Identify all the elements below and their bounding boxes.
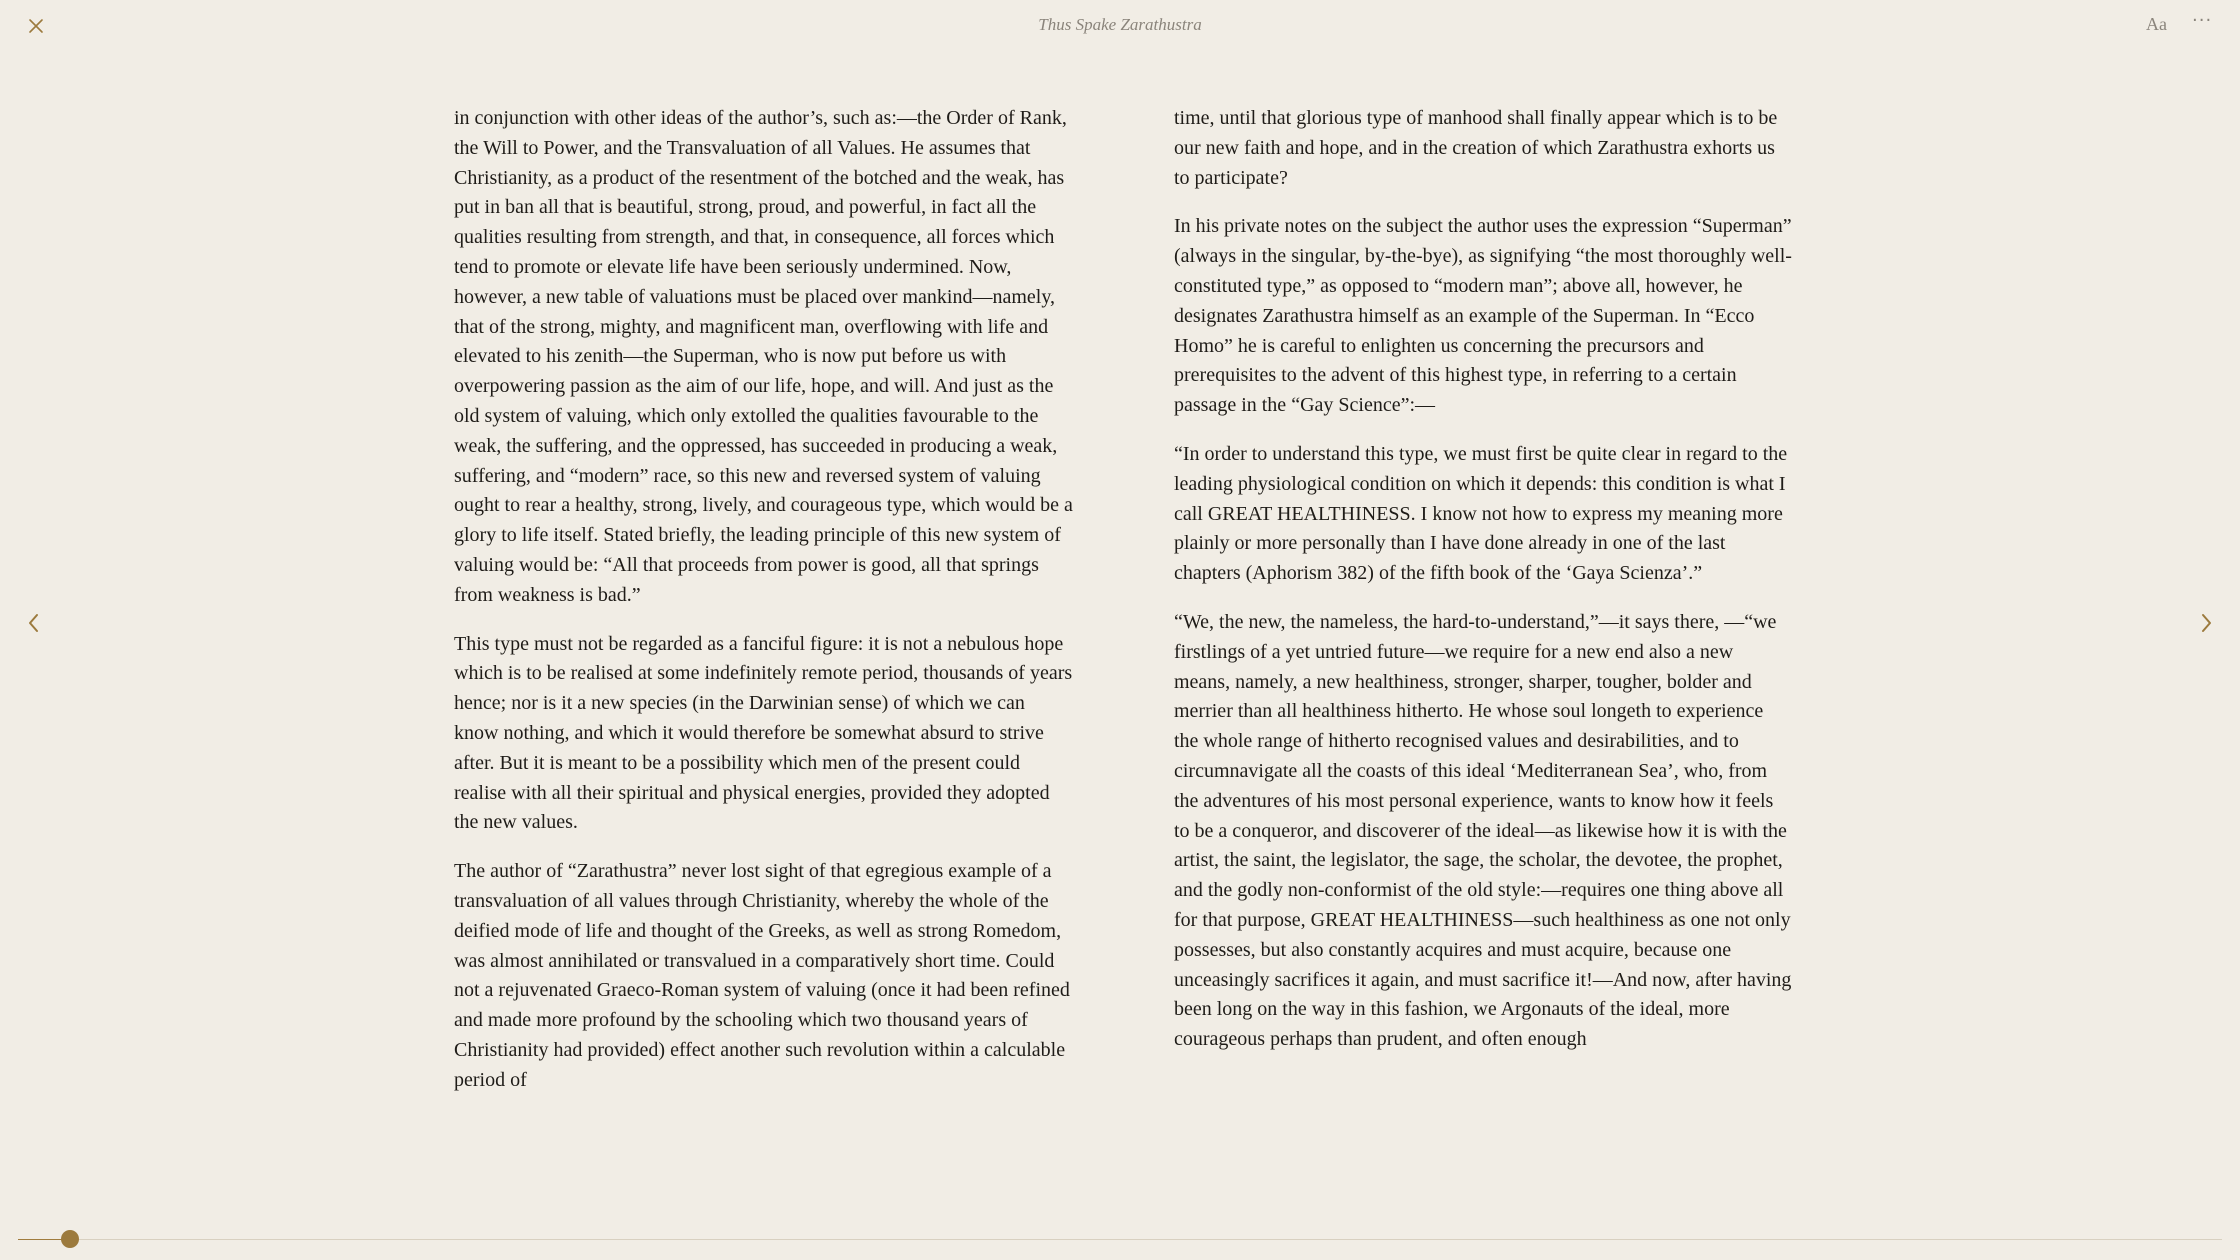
paragraph: “We, the new, the nameless, the hard-to-understand,”—it says there, —“we firstlings of a yet untried future—we require for a new end also a new means, namely, a new healthiness, stronger, sharper, tougher, bolder and merrier than all healthiness hitherto. He whose soul longeth to experience the whole range of hitherto recognised values and desirabilities, and to circumnavigate all the coasts of this ideal ‘Mediterranean Sea’, who, from the adventures of his most personal experience, wants to know how it feels to be a conqueror, and discoverer of the ideal—as likewise how it is with the artist, the saint, the legislator, the sage, the scholar, the devotee, the prophet, and the godly non-conformist of the old style:—requires one thing above all for that purpose, GREAT HEALTHINESS—such healthiness as one not only possesses, but also constantly acquires and must acquire, because one unceasingly sacrifices it again, and must sacrifice it!—And now, after having been long on the way in this fashion, we Argonauts of the ideal, more courageous perhaps than prudent, and often enough [1174, 610, 1792, 1051]
paragraph: time, until that glorious type of manhood shall finally appear which is to be our new faith and hope, and in the creation of which Zarathustra exhorts us to participate? [1174, 107, 1778, 189]
next-page-button[interactable] [2194, 610, 2218, 636]
paragraph: “In order to understand this type, we must first be quite clear in regard to the leading physiological condition on which it depends: this condition is what I call GREAT HEALTHINESS. I know not how to express my meaning more plainly or more personally than I have done already in one of the last chapters (Aphorism 382) of the fifth book of the ‘Gaya Scienza’.” [1174, 442, 1788, 585]
progress-slider-handle[interactable] [61, 1230, 79, 1248]
paragraph: in conjunction with other ideas of the author’s, such as:—the Order of Rank, the Will to Power, and the Transvaluation of all Values. He assumes that Christianity, as a product of the resentment of the botched and the weak, has put in ban all that is beautiful, strong, proud, and powerful, in fact all the qualities resulting from strength, and that, in consequence, all forces which tend to promote or elevate life have been seriously undermined. Now, however, a new table of valuations must be placed over mankind—namely, that of the strong, mighty, and magnificent man, overflowing with life and elevated to his zenith—the Superman, who is now put before us with overpowering passion as the aim of our life, hope, and will. And just as the old system of valuing, which only extolled the qualities favourable to the weak, the suffering, and the oppressed, has succeeded in producing a weak, suffering, and “modern” race, so this new and reversed system of valuing ought to rear a healthy, strong, lively, and courageous type, which would be a glory to life itself. Stated briefly, the leading principle of this new system of valuing would be: “All that proceeds from power is good, all that springs from weakness is bad.” [454, 107, 1073, 606]
paragraph: The author of “Zarathustra” never lost sight of that egregious example of a transvaluation of all values through Christianity, whereby the whole of the deified mode of life and thought of the Greeks, as well as strong Romedom, was almost annihilated or transvalued in a comparatively short time. Could not a rejuvenated Graeco-Roman system of valuing (once it had been refined and made more profound by the schooling which two thousand years of Christianity had provided) effect another such revolution within a calculable period of [454, 860, 1070, 1091]
chevron-left-icon [22, 610, 46, 636]
previous-page-button[interactable] [22, 610, 46, 636]
font-settings-button[interactable]: Aa [2146, 14, 2167, 34]
left-page [454, 104, 1074, 1115]
reader-toolbar [0, 0, 2240, 52]
more-options-button[interactable]: ··· [2192, 10, 2213, 31]
right-page [1174, 104, 1792, 1074]
paragraph: This type must not be regarded as a fanciful figure: it is not a nebulous hope which is to be realised at some indefinitely remote period, thousands of years hence; nor is it a new species (in the Darwinian sense) of which we can know nothing, and which it would therefore be somewhat absurd to strive after. But it is meant to be a possibility which men of the present could realise with all their spiritual and physical energies, provided they adopted the new values. [454, 632, 1073, 834]
paragraph: In his private notes on the subject the author uses the expression “Superman” (always in the singular, by-the-bye), as signifying “the most thoroughly well-constituted type,” as opposed to “modern man”; above all, however, he designates Zarathustra himself as an example of the Superman. In “Ecco Homo” he is careful to enlighten us concerning the precursors and prerequisites to the advent of this highest type, in referring to a certain passage in the “Gay Science”:— [1174, 215, 1792, 417]
chevron-right-icon [2194, 610, 2218, 636]
progress-slider-track[interactable] [18, 1239, 2222, 1240]
book-title: Thus Spake Zarathustra [1038, 15, 1202, 34]
